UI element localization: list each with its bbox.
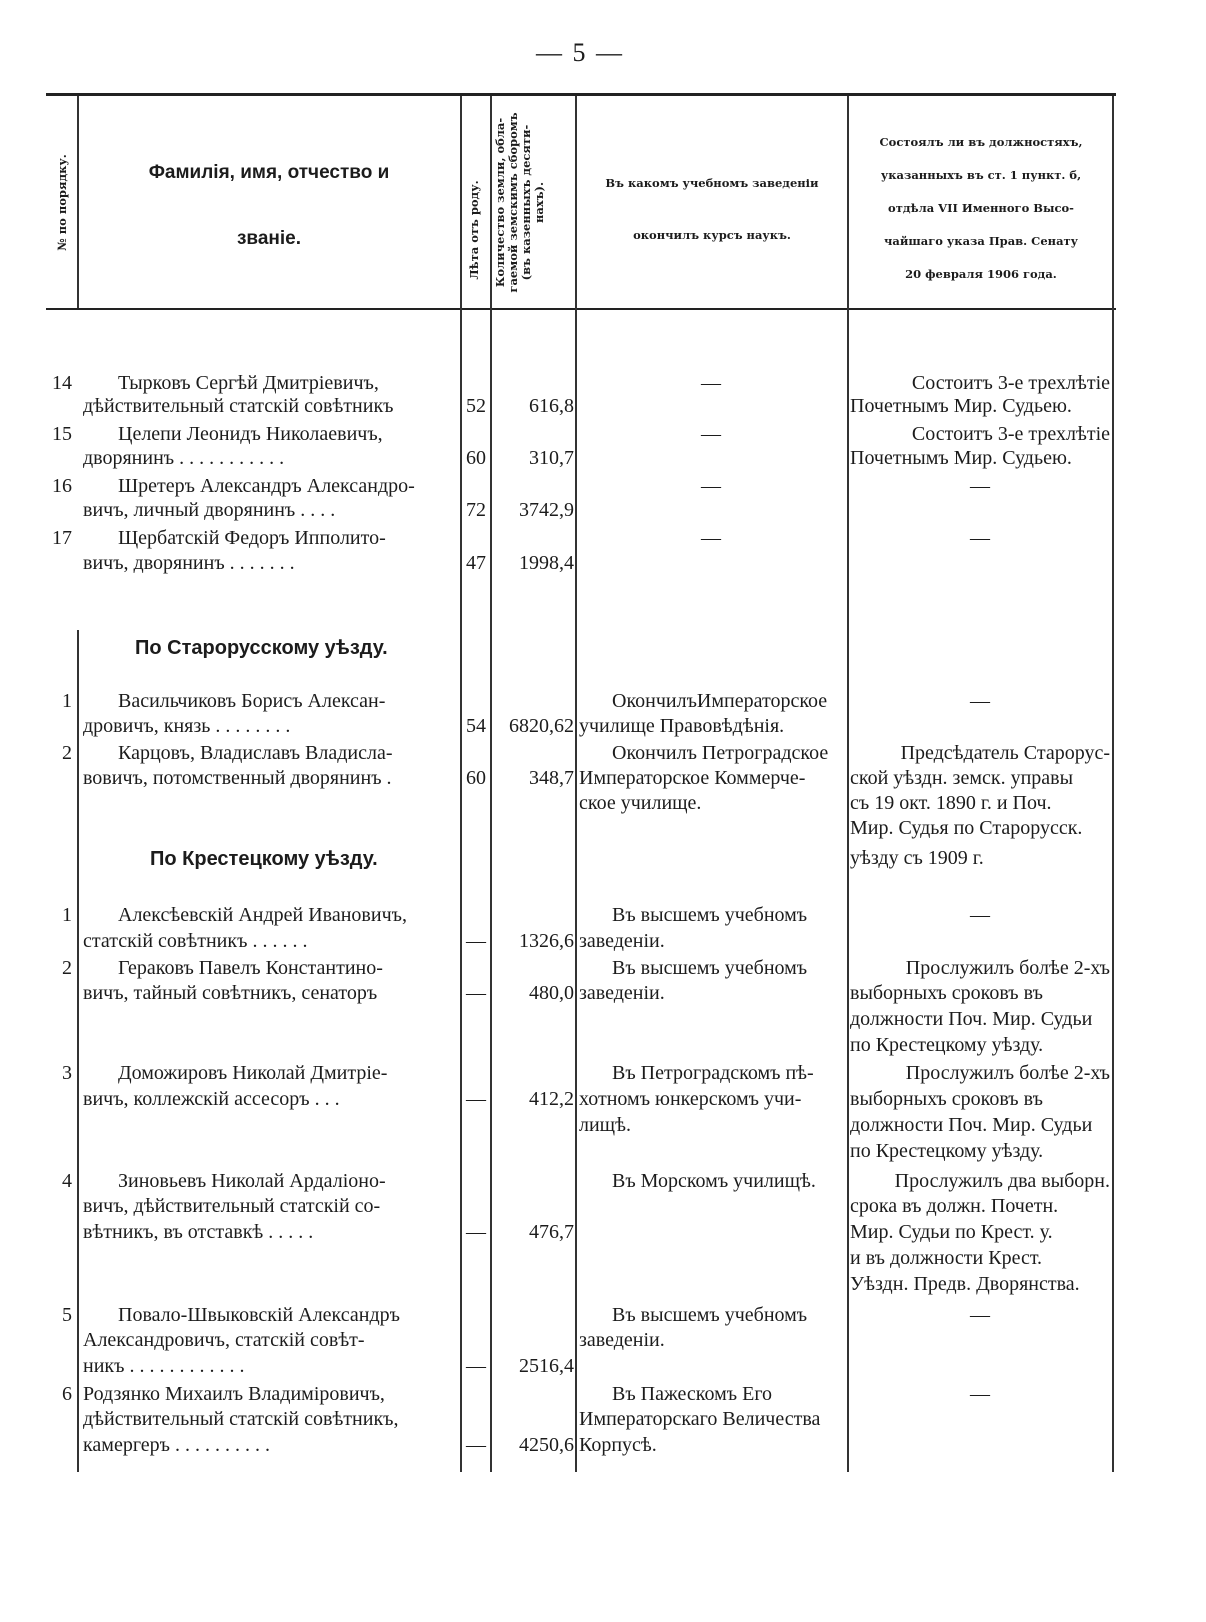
row-education: Въ высшемъ учебномъ <box>612 1304 808 1326</box>
row-education: — <box>701 475 721 497</box>
header-posts-line: чайшаго указа Прав. Сенату <box>883 234 1079 248</box>
row-land: 412,2 <box>529 1088 574 1110</box>
row-land: 4250,6 <box>519 1434 574 1456</box>
row-education: Императорскаго Величества <box>579 1408 821 1430</box>
row-land: 616,8 <box>529 395 574 417</box>
row-education: ОкончилъИмператорское <box>612 690 828 712</box>
row-education: училище Правовѣдѣнія. <box>579 715 785 737</box>
row-education: Императорское Коммерче- <box>579 767 806 789</box>
row-posts: Мир. Судья по Старорусск. <box>850 817 1083 839</box>
row-land: 480,0 <box>529 982 574 1004</box>
row-number: 4 <box>62 1170 72 1192</box>
row-number: 6 <box>62 1383 72 1405</box>
row-posts: — <box>970 475 990 497</box>
row-posts: съ 19 окт. 1890 г. и Поч. <box>850 792 1052 814</box>
row-name: Целепи Леонидъ Николаевичъ, <box>118 423 383 445</box>
section-heading: По Старорусскому уѣзду. <box>135 637 388 659</box>
row-education: — <box>701 423 721 445</box>
row-posts: по Крестецкому уѣзду. <box>850 1140 1044 1162</box>
row-name: Повало-Швыковскій Александръ <box>118 1304 400 1326</box>
row-education: лищѣ. <box>579 1114 631 1136</box>
row-land: 6820,62 <box>509 715 574 737</box>
row-name: дровичъ, князь . . . . . . . . <box>83 715 291 737</box>
row-posts: Почетнымъ Мир. Судьею. <box>850 447 1072 469</box>
row-name: Александровичъ, статскій совѣт- <box>83 1329 365 1351</box>
row-number: 5 <box>62 1304 72 1326</box>
header-posts-line: указанныхъ въ ст. 1 пункт. б, <box>880 168 1082 182</box>
row-name: Щербатскій Федоръ Ипполито- <box>118 527 386 549</box>
row-name: Васильчиковъ Борисъ Алексан- <box>118 690 386 712</box>
header-land-line: Количество земли, обла- <box>493 117 507 288</box>
row-name: камергеръ . . . . . . . . . . <box>83 1434 270 1456</box>
row-age: 52 <box>466 395 486 417</box>
header-education-column <box>578 157 846 261</box>
row-posts: Уѣздн. Предв. Дворянства. <box>850 1273 1080 1295</box>
row-land: 310,7 <box>529 447 574 469</box>
row-posts: — <box>970 527 990 549</box>
row-posts: Предсѣдатель Старорус- <box>900 742 1110 764</box>
row-name: вичъ, личный дворянинъ . . . . <box>83 499 336 521</box>
header-posts-column <box>850 126 1112 291</box>
row-posts: Состоитъ 3-е трехлѣтіе <box>911 423 1110 445</box>
row-age: 60 <box>466 447 486 469</box>
row-education: Въ Морскомъ училищѣ. <box>612 1170 816 1192</box>
row-name: Карцовъ, Владиславъ Владисла- <box>118 742 393 764</box>
row-land: 2516,4 <box>519 1355 574 1377</box>
row-age: — <box>466 1221 486 1243</box>
row-name: дворянинъ . . . . . . . . . . . <box>83 447 285 469</box>
row-number: 15 <box>52 423 72 445</box>
row-land: 1998,4 <box>519 552 574 574</box>
row-land: 348,7 <box>529 767 574 789</box>
row-posts: — <box>970 690 990 712</box>
row-land: 3742,9 <box>519 499 574 521</box>
row-posts: срока въ должн. Почетн. <box>850 1195 1059 1217</box>
row-age: 47 <box>466 552 486 574</box>
row-name: Зиновьевъ Николай Ардаліоно- <box>118 1170 386 1192</box>
section-heading: По Крестецкому уѣзду. <box>150 848 378 870</box>
header-name-column <box>80 140 458 272</box>
row-posts: Мир. Судьи по Крест. у. <box>850 1221 1053 1243</box>
row-posts: Прослужилъ болѣе 2-хъ <box>905 1062 1110 1084</box>
row-number: 1 <box>62 690 72 712</box>
row-posts: уѣзду съ 1909 г. <box>850 847 984 869</box>
row-education: хотномъ юнкерскомъ учи- <box>579 1088 802 1110</box>
row-age: — <box>466 982 486 1004</box>
header-education-line: Въ какомъ учебномъ заведеніи <box>605 176 819 190</box>
row-posts: и въ должности Крест. <box>850 1247 1043 1269</box>
row-name: Родзянко Михаилъ Владиміровичъ, <box>83 1383 385 1405</box>
row-education: Въ Пажескомъ Его <box>612 1383 773 1405</box>
row-name: вичъ, тайный совѣтникъ, сенаторъ <box>83 982 378 1004</box>
row-posts: ской уѣздн. земск. управы <box>850 767 1074 789</box>
row-name: Алексѣевскій Андрей Ивановичъ, <box>118 904 407 926</box>
row-education: Въ высшемъ учебномъ <box>612 904 808 926</box>
row-number: 1 <box>62 904 72 926</box>
row-education: ское училище. <box>579 792 702 814</box>
row-name: Доможировъ Николай Дмитріе- <box>118 1062 388 1084</box>
row-name: вовичъ, потомственный дворянинъ . <box>83 767 392 789</box>
header-number-column: № по порядку. <box>55 154 69 251</box>
header-education-line: окончилъ курсъ наукъ. <box>633 228 791 242</box>
column-divider <box>1112 96 1114 1472</box>
row-posts: выборныхъ сроковъ въ <box>850 1088 1043 1110</box>
row-number: 2 <box>62 742 72 764</box>
header-posts-line: отдѣла VII Именного Высо- <box>888 201 1074 215</box>
table-top-rule <box>46 93 1116 96</box>
header-land-line: нахъ). <box>532 182 546 223</box>
column-divider <box>77 630 79 1472</box>
header-name-line: Фамилія, имя, отчество и <box>148 162 390 183</box>
row-education: — <box>701 527 721 549</box>
row-age: 72 <box>466 499 486 521</box>
row-posts: Почетнымъ Мир. Судьею. <box>850 395 1072 417</box>
row-number: 2 <box>62 957 72 979</box>
row-education: Въ высшемъ учебномъ <box>612 957 808 979</box>
column-divider <box>847 96 849 1472</box>
row-education: — <box>701 372 721 394</box>
row-name: вичъ, коллежскій ассесоръ . . . <box>83 1088 340 1110</box>
row-posts: Состоитъ 3-е трехлѣтіе <box>911 372 1110 394</box>
row-name: статскій совѣтникъ . . . . . . <box>83 930 308 952</box>
row-number: 17 <box>52 527 72 549</box>
row-number: 16 <box>52 475 72 497</box>
row-education: Окончилъ Петроградское <box>612 742 829 764</box>
row-name: вѣтникъ, въ отставкѣ . . . . . <box>83 1221 314 1243</box>
row-name: дѣйствительный статскій совѣтникъ, <box>83 1408 399 1430</box>
row-age: — <box>466 1088 486 1110</box>
row-posts: должности Поч. Мир. Судьи <box>850 1008 1093 1030</box>
row-posts: Прослужилъ два выборн. <box>894 1170 1110 1192</box>
row-education: заведеніи. <box>579 1329 665 1351</box>
row-name: вичъ, дворянинъ . . . . . . . <box>83 552 295 574</box>
header-land-column <box>494 100 546 305</box>
row-name: Гераковъ Павелъ Константино- <box>118 957 383 979</box>
row-age: 60 <box>466 767 486 789</box>
header-bottom-rule <box>46 308 1116 310</box>
row-age: — <box>466 1434 486 1456</box>
row-education: Въ Петроградскомъ пѣ- <box>612 1062 814 1084</box>
row-name: дѣйствительный статскій совѣтникъ <box>83 395 394 417</box>
header-land-line: гаемой земскимъ сборомъ <box>506 112 520 293</box>
row-posts: — <box>970 904 990 926</box>
row-name: вичъ, дѣйствительный статскій со- <box>83 1195 381 1217</box>
row-education: заведеніи. <box>579 930 665 952</box>
row-posts: должности Поч. Мир. Судьи <box>850 1114 1093 1136</box>
row-posts: — <box>970 1304 990 1326</box>
column-divider <box>575 96 577 1472</box>
row-age: — <box>466 1355 486 1377</box>
page-number: — 5 — <box>536 38 624 67</box>
header-posts-line: 20 февраля 1906 года. <box>905 267 1057 281</box>
row-age: 54 <box>466 715 486 737</box>
header-posts-line: Состоялъ ли въ должностяхъ, <box>879 135 1083 149</box>
row-posts: по Крестецкому уѣзду. <box>850 1034 1044 1056</box>
row-posts: Прослужилъ болѣе 2-хъ <box>905 957 1110 979</box>
header-name-line: званіе. <box>236 228 302 249</box>
row-number: 14 <box>52 372 72 394</box>
header-land-line: (въ казенныхъ десяти- <box>519 124 533 281</box>
row-posts: — <box>970 1383 990 1405</box>
row-education: заведеніи. <box>579 982 665 1004</box>
column-divider <box>77 96 79 308</box>
row-number: 3 <box>62 1062 72 1084</box>
row-name: Тырковъ Сергѣй Дмитріевичъ, <box>118 372 379 394</box>
row-education: Корпусѣ. <box>579 1434 657 1456</box>
row-land: 1326,6 <box>519 930 574 952</box>
row-land: 476,7 <box>529 1221 574 1243</box>
header-age-column: Лѣта отъ роду. <box>467 180 481 280</box>
row-name: никъ . . . . . . . . . . . . <box>83 1355 245 1377</box>
row-age: — <box>466 930 486 952</box>
row-posts: выборныхъ сроковъ въ <box>850 982 1043 1004</box>
row-name: Шретеръ Александръ Александро- <box>118 475 415 497</box>
